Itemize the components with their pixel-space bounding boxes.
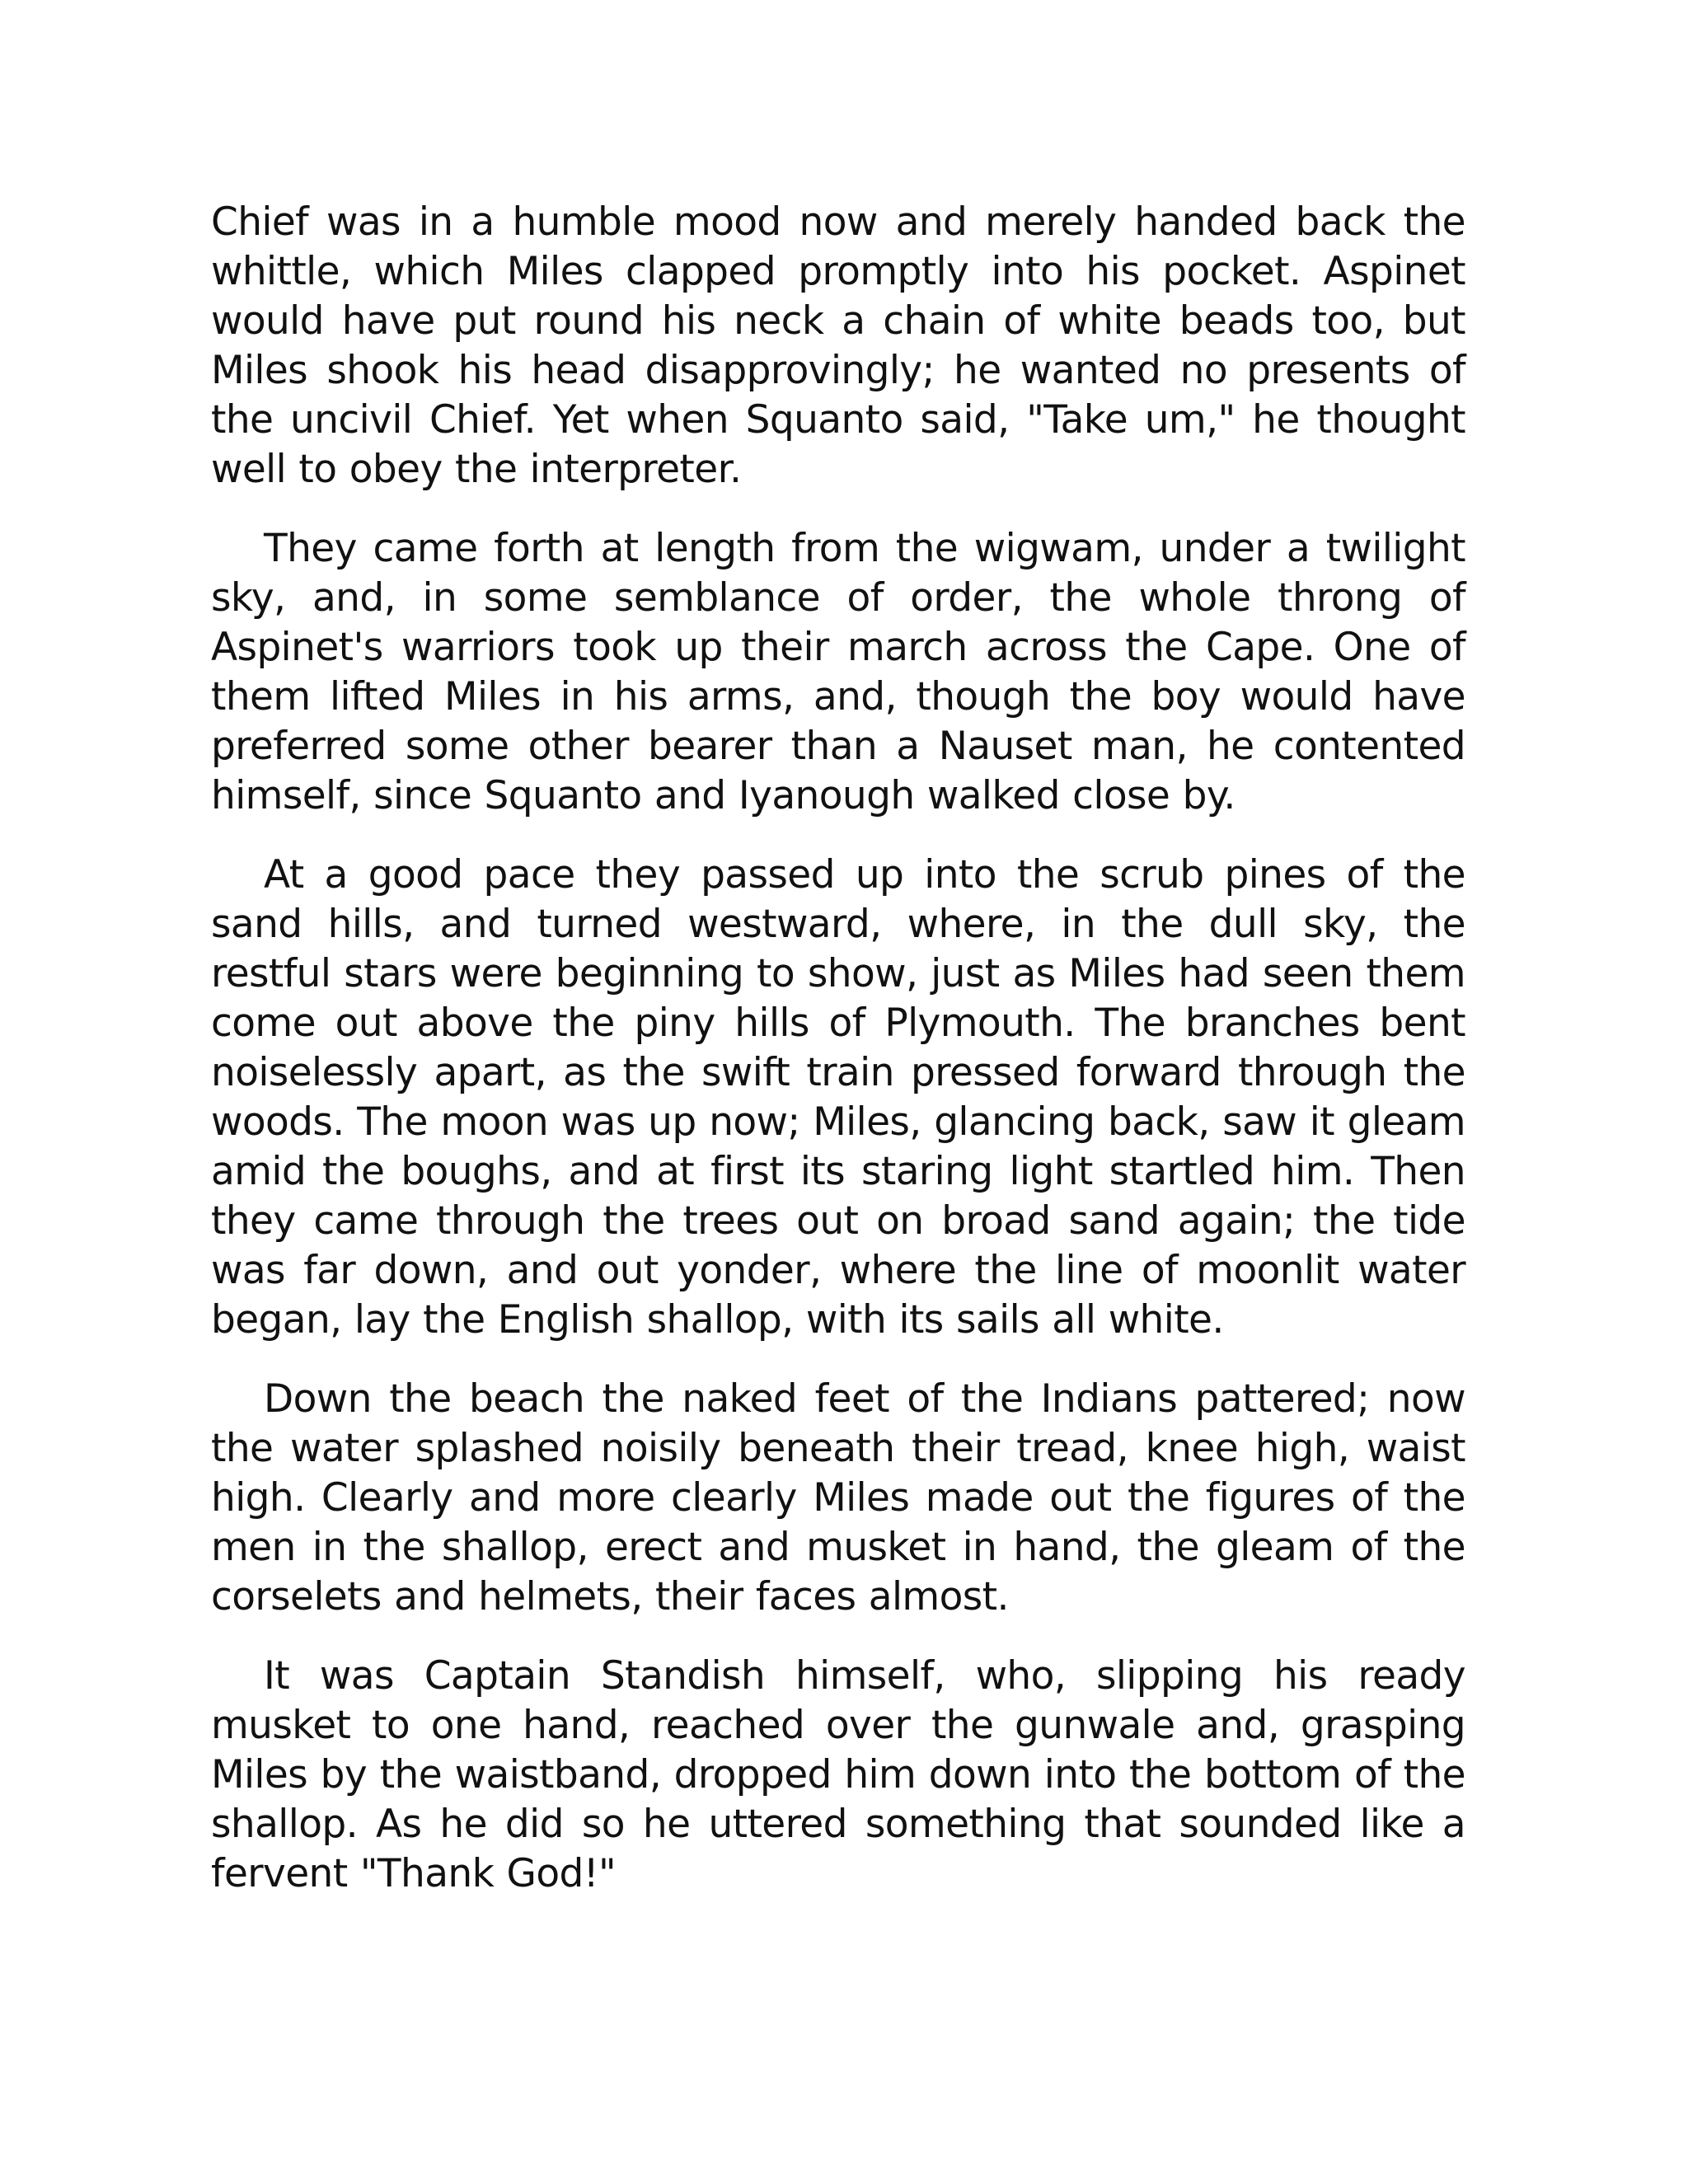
paragraph-5: It was Captain Standish himself, who, slipping his ready musket to one hand, reached over the gunwale and, grasping Miles by the waistband, dropped him down into the bottom of the shallop. As he did so he uttered something that sounded like a fervent "Thank God!" [211, 1653, 1465, 1896]
paragraph-3: At a good pace they passed up into the scrub pines of the sand hills, and turned westward, where, in the dull sky, the restful stars were beginning to show, just as Miles had seen them come out above the piny hills of Plymouth. The branches bent noiselessly apart, as the swift train pressed forward through the woods. The moon was up now; Miles, glancing back, saw it gleam amid the boughs, and at first its staring light startled him. Then they came through the trees out on broad sand again; the tide was far down, and out yonder, where the line of moonlit water began, lay the English shallop, with its sails all white. [211, 852, 1465, 1343]
paragraph-2: They came forth at length from the wigwam, under a twilight sky, and, in some semblance of order, the whole throng of Aspinet's warriors took up their march across the Cape. One of them lifted Miles in his arms, and, though the boy would have preferred some other bearer than a Nauset man, he contented himself, since Squanto and Iyanough walked close by. [211, 526, 1465, 818]
paragraph-4: Down the beach the naked feet of the Indians pattered; now the water splashed noisily beneath their tread, knee high, waist high. Clearly and more clearly Miles made out the figures of the men in the shallop, erect and musket in hand, the gleam of the corselets and helmets, their faces almost. [211, 1376, 1465, 1619]
paragraph-1: Chief was in a humble mood now and merely handed back the whittle, which Miles clapped promptly into his pocket. Aspinet would have put round his neck a chain of white beads too, but Miles shook his head disapprovingly; he wanted no presents of the uncivil Chief. Yet when Squanto said, "Take um," he thought well to obey the interpreter. [211, 199, 1465, 492]
body-text [211, 198, 1465, 1929]
